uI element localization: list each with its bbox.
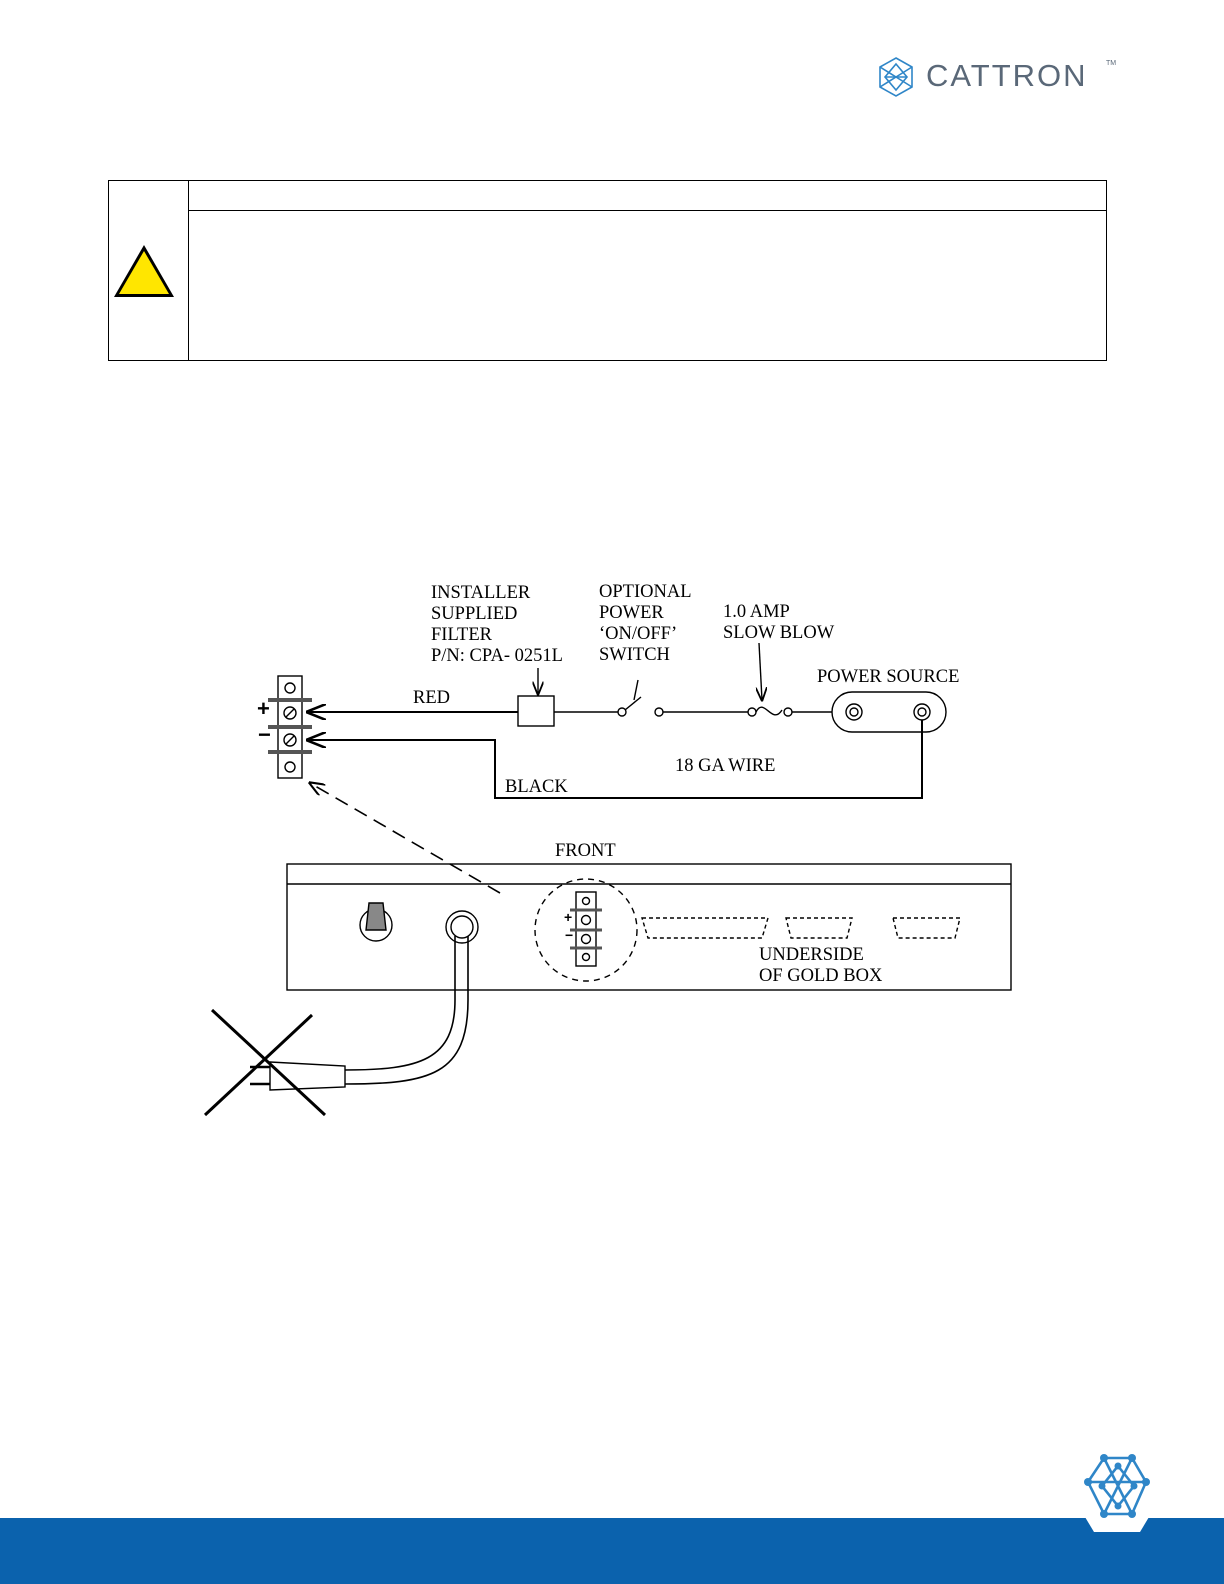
gold-box bbox=[287, 864, 1011, 990]
filter-label-line: INSTALLER bbox=[431, 583, 531, 603]
footer-bar bbox=[0, 1518, 1224, 1584]
warning-icon-cell bbox=[109, 181, 189, 360]
underside-label-line: OF GOLD BOX bbox=[759, 966, 883, 986]
warning-body-row bbox=[189, 211, 1106, 360]
fuse-label bbox=[723, 602, 834, 644]
cattron-logo bbox=[876, 56, 1116, 98]
terminal-plus-sign: + bbox=[257, 696, 270, 721]
filter-label-line: SUPPLIED bbox=[431, 604, 518, 624]
warning-box bbox=[108, 180, 1107, 361]
fuse-label-line: SLOW BLOW bbox=[723, 623, 835, 643]
wire-gauge-label: 18 GA WIRE bbox=[675, 756, 776, 776]
switch-label-line: POWER bbox=[599, 603, 664, 623]
cattron-network-icon bbox=[1062, 1452, 1172, 1542]
warning-title-row bbox=[189, 181, 1106, 211]
terminal-minus-sign: − bbox=[258, 722, 271, 747]
brand-name: CATTRON bbox=[926, 58, 1088, 93]
front-label: FRONT bbox=[555, 841, 616, 861]
filter-label-line: FILTER bbox=[431, 625, 492, 645]
switch-label bbox=[599, 582, 692, 666]
filter-box bbox=[518, 696, 554, 726]
filter-label-line: P/N: CPA- 0251L bbox=[431, 646, 563, 666]
underside-label bbox=[759, 945, 882, 987]
brand-trademark: TM bbox=[1106, 60, 1117, 67]
warning-triangle-icon bbox=[111, 242, 177, 302]
inset-plus-sign: + bbox=[564, 909, 573, 925]
terminal-block bbox=[268, 676, 312, 778]
switch-label-line: SWITCH bbox=[599, 645, 670, 665]
inset-minus-sign: − bbox=[565, 927, 574, 943]
switch-label-line: ‘ON/OFF’ bbox=[599, 624, 678, 644]
power-source bbox=[832, 692, 946, 732]
black-wire-label: BLACK bbox=[505, 777, 568, 797]
switch-label-line: OPTIONAL bbox=[599, 582, 692, 602]
filter-label bbox=[431, 583, 563, 667]
red-wire-label: RED bbox=[413, 688, 450, 708]
cattron-network-icon bbox=[876, 56, 916, 98]
wiring-diagram bbox=[150, 570, 1050, 1140]
underside-label-line: UNDERSIDE bbox=[759, 945, 864, 965]
power-source-label: POWER SOURCE bbox=[817, 667, 960, 687]
fuse-label-line: 1.0 AMP bbox=[723, 602, 790, 622]
